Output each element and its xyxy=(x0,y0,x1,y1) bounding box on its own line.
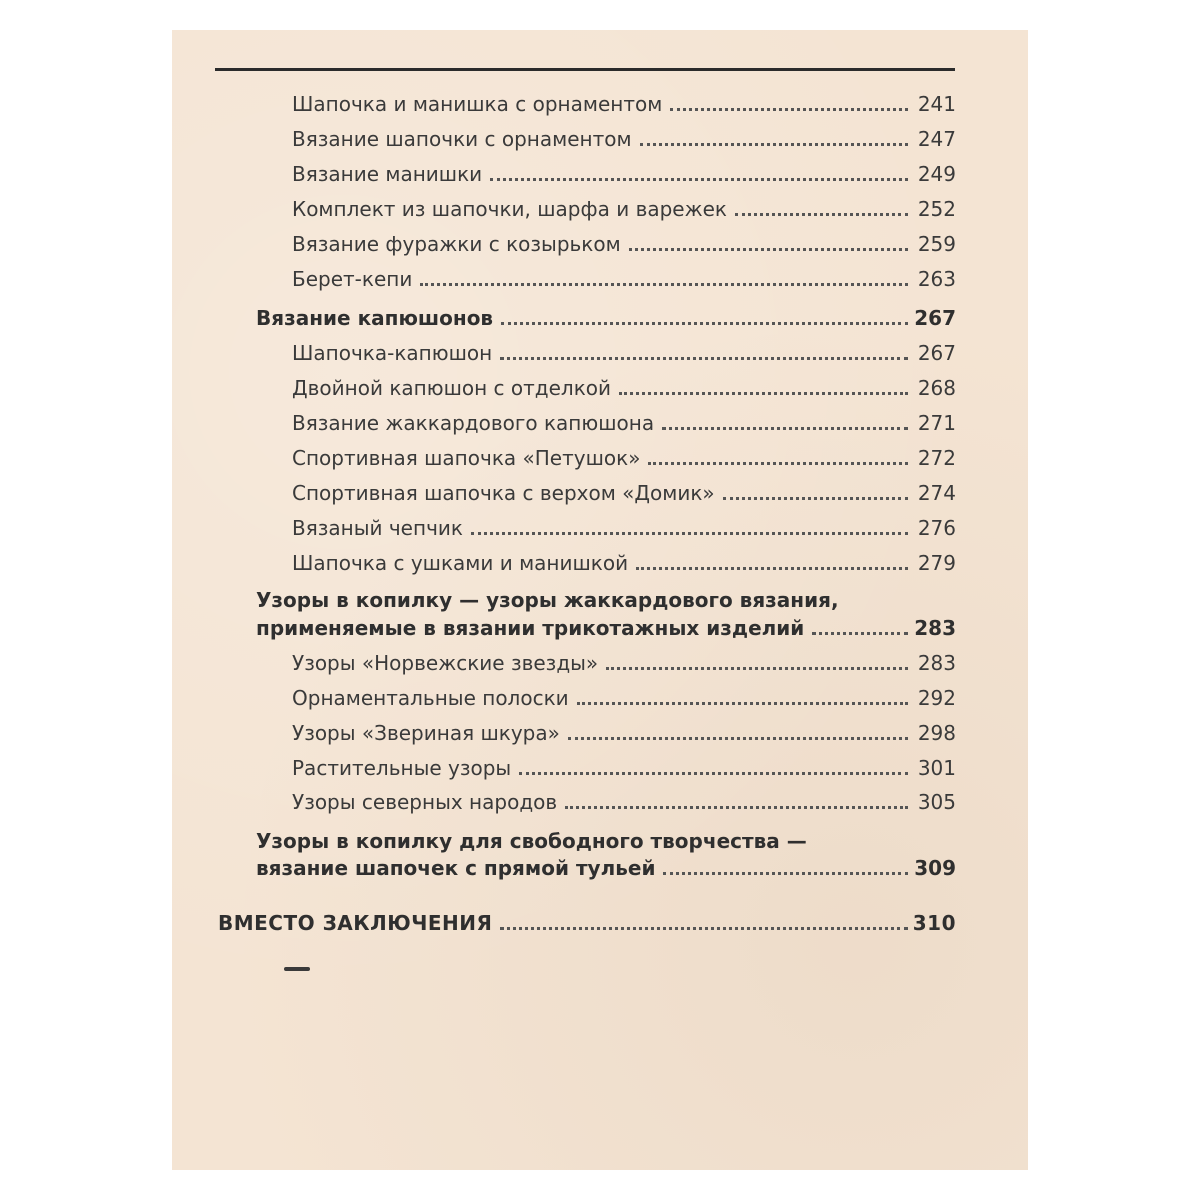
dash-mark xyxy=(284,967,310,971)
toc-entry-page: 268 xyxy=(917,376,956,400)
toc-entry-title: Узоры северных народов xyxy=(292,790,558,814)
toc-entry xyxy=(292,162,956,186)
dot-leader xyxy=(735,213,908,216)
toc-entry-page: 263 xyxy=(917,267,956,291)
dot-leader xyxy=(663,872,908,875)
toc-entry-page: 247 xyxy=(917,127,956,151)
toc-entry-title: Растительные узоры xyxy=(292,756,512,780)
toc-entry-page: 283 xyxy=(917,651,956,675)
dot-leader xyxy=(648,462,908,465)
toc-entry xyxy=(292,232,956,256)
toc-section-title-line1: Узоры в копилку для свободного творчества — xyxy=(256,829,807,853)
toc-entry-page: 267 xyxy=(917,341,956,365)
dot-leader xyxy=(636,567,908,570)
toc-entry-title: Двойной капюшон с отделкой xyxy=(292,376,612,400)
toc-entry-page: 252 xyxy=(917,197,956,221)
toc-section xyxy=(256,616,956,640)
toc-entry-page: 241 xyxy=(917,92,956,116)
dot-leader xyxy=(519,772,908,775)
toc-entry xyxy=(292,551,956,575)
toc-entry-page: 276 xyxy=(917,516,956,540)
dot-leader xyxy=(420,283,908,286)
toc-chapter-page: 310 xyxy=(912,911,956,935)
dot-leader xyxy=(500,357,908,360)
book-page xyxy=(172,30,1028,1170)
toc-chapter xyxy=(218,911,956,935)
dot-leader xyxy=(606,667,908,670)
toc-entry-title: Шапочка с ушками и манишкой xyxy=(292,551,629,575)
toc-entry xyxy=(292,127,956,151)
toc-entry-title: Спортивная шапочка «Петушок» xyxy=(292,446,641,470)
toc-entry-title: Шапочка-капюшон xyxy=(292,341,493,365)
toc-entry xyxy=(292,376,956,400)
dot-leader xyxy=(670,108,908,111)
toc-section-page: 309 xyxy=(914,856,956,880)
dot-leader xyxy=(640,143,908,146)
toc-entry xyxy=(292,341,956,365)
dot-leader xyxy=(812,632,908,635)
toc-section xyxy=(256,856,956,880)
toc-entry-title: Шапочка и манишка с орнаментом xyxy=(292,92,663,116)
toc-section-page: 267 xyxy=(914,306,956,330)
toc-entry-page: 298 xyxy=(917,721,956,745)
toc-entry-page: 249 xyxy=(917,162,956,186)
toc-section-title: Вязание капюшонов xyxy=(256,306,494,330)
toc-entry-title: Узоры «Звериная шкура» xyxy=(292,721,560,745)
toc-entry xyxy=(292,411,956,435)
toc-entry xyxy=(292,92,956,116)
dot-leader xyxy=(501,322,908,325)
toc-entry-title: Вязание жаккардового капюшона xyxy=(292,411,655,435)
toc-entry xyxy=(292,651,956,675)
toc-section-title: применяемые в вязании трикотажных изделий xyxy=(256,616,805,640)
toc-entry-title: Узоры «Норвежские звезды» xyxy=(292,651,599,675)
toc-entry xyxy=(292,686,956,710)
dot-leader xyxy=(490,178,908,181)
toc-entry xyxy=(292,516,956,540)
dot-leader xyxy=(568,737,908,740)
toc-section-title: вязание шапочек с прямой тульей xyxy=(256,856,656,880)
dot-leader xyxy=(500,927,908,930)
toc-entry xyxy=(292,267,956,291)
toc-entry xyxy=(292,481,956,505)
dot-leader xyxy=(629,248,908,251)
dot-leader xyxy=(662,427,908,430)
toc-entry-title: Комплект из шапочки, шарфа и варежек xyxy=(292,197,728,221)
toc-entry xyxy=(292,790,956,814)
toc-entry-title: Вязаный чепчик xyxy=(292,516,463,540)
toc-entry xyxy=(292,197,956,221)
toc-entry-title: Берет-кепи xyxy=(292,267,413,291)
toc-entry-page: 292 xyxy=(917,686,956,710)
dot-leader xyxy=(619,392,908,395)
toc-entry-title: Орнаментальные полоски xyxy=(292,686,569,710)
toc-entry-title: Вязание шапочки с орнаментом xyxy=(292,127,632,151)
toc-entry-page: 271 xyxy=(917,411,956,435)
toc-entry-page: 259 xyxy=(917,232,956,256)
toc-section-page: 283 xyxy=(914,616,956,640)
table-of-contents xyxy=(172,30,1028,1170)
toc-entry-page: 274 xyxy=(917,481,956,505)
toc-entry-title: Вязание фуражки с козырьком xyxy=(292,232,621,256)
toc-entry-page: 305 xyxy=(917,790,956,814)
dot-leader xyxy=(471,532,908,535)
toc-entry xyxy=(292,446,956,470)
toc-entry-page: 301 xyxy=(917,756,956,780)
toc-entry xyxy=(292,756,956,780)
dot-leader xyxy=(577,702,908,705)
toc-entry-title: Спортивная шапочка с верхом «Домик» xyxy=(292,481,715,505)
toc-section-title-line1: Узоры в копилку — узоры жаккардового вязания, xyxy=(256,588,839,612)
toc-chapter-title: ВМЕСТО ЗАКЛЮЧЕНИЯ xyxy=(218,911,493,935)
toc-entry-page: 279 xyxy=(917,551,956,575)
toc-section xyxy=(256,306,956,330)
toc-entry-title: Вязание манишки xyxy=(292,162,483,186)
dot-leader xyxy=(565,806,908,809)
toc-entry-page: 272 xyxy=(917,446,956,470)
dot-leader xyxy=(723,497,908,500)
toc-entry xyxy=(292,721,956,745)
